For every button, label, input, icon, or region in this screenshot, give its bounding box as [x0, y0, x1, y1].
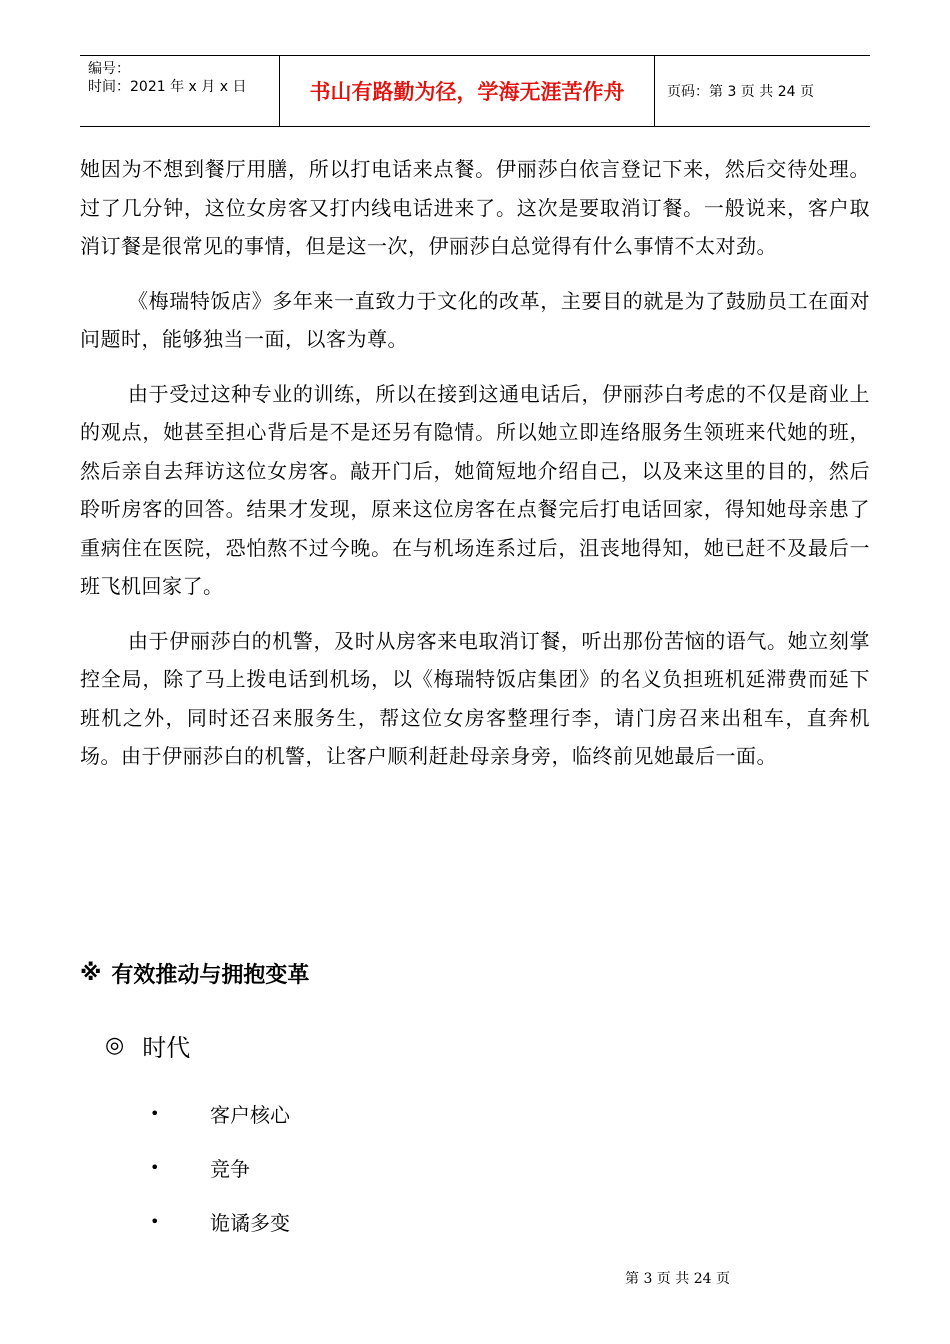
section-heading-text: 有效推动与拥抱变革	[111, 963, 310, 988]
bullet-icon: •	[150, 1157, 160, 1177]
bullseye-icon: ◎	[105, 1033, 125, 1058]
header-motto: 书山有路勤为径，学海无涯苦作舟	[280, 56, 655, 126]
subsection-heading	[105, 1028, 190, 1063]
document-number-label: 编号：	[88, 61, 130, 77]
paragraph: 由于受过这种专业的训练，所以在接到这通电话后，伊丽莎白考虑的不仅是商业上的观点，她甚至担心背后是不是还另有隐情。所以她立即连络服务生领班来代她的班，然后亲自去拜访这位女房客。敲开门后，她简短地介绍自己，以及来这里的目的，然后聆听房客的回答。结果才发现，原来这位房客在点餐完后打电话回家，得知她母亲患了重病住在医院，恐怕熬不过今晚。在与机场连系过后，沮丧地得知，她已赶不及最后一班飞机回家了。	[80, 381, 870, 598]
list-item-text: 竞争	[210, 1156, 250, 1181]
list-item-text: 诡谲多变	[210, 1210, 290, 1235]
header-page-info: 页码：第 3 页 共 24 页	[667, 84, 814, 100]
paragraph: 她因为不想到餐厅用膳，所以打电话来点餐。伊丽莎白依言登记下来，然后交待处理。过了几分钟，这位女房客又打内线电话进来了。这次是要取消订餐。一般说来，客户取消订餐是很常见的事情，但是这一次，伊丽莎白总觉得有什么事情不太对劲。	[80, 157, 870, 258]
list-item	[150, 1194, 290, 1248]
list-item	[150, 1140, 290, 1194]
paragraph: 《梅瑞特饭店》多年来一直致力于文化的改革，主要目的就是为了鼓励员工在面对问题时，能够独当一面，以客为尊。	[80, 288, 870, 351]
body-content	[80, 150, 870, 792]
subsection-heading-text: 时代	[142, 1034, 191, 1062]
bullet-list	[150, 1086, 290, 1248]
reference-mark-icon: ※	[80, 961, 102, 986]
bullet-icon: •	[150, 1103, 160, 1123]
bullet-icon: •	[150, 1211, 160, 1231]
header-meta	[80, 56, 280, 126]
list-item	[150, 1086, 290, 1140]
document-time-label: 时间：2021 年 x 月 x 日	[88, 79, 247, 95]
list-item-text: 客户核心	[210, 1102, 290, 1127]
paragraph: 由于伊丽莎白的机警，及时从房客来电取消订餐，听出那份苦恼的语气。她立刻掌控全局，除了马上拨电话到机场，以《梅瑞特饭店集团》的名义负担班机延滞费而延下班机之外，同时还召来服务生，帮这位女房客整理行李，请门房召来出租车，直奔机场。由于伊丽莎白的机警，让客户顺利赶赴母亲身旁，临终前见她最后一面。	[80, 628, 870, 768]
section-heading	[80, 958, 309, 989]
page-footer: 第 3 页 共 24 页	[625, 1271, 730, 1287]
page-header	[80, 55, 870, 127]
